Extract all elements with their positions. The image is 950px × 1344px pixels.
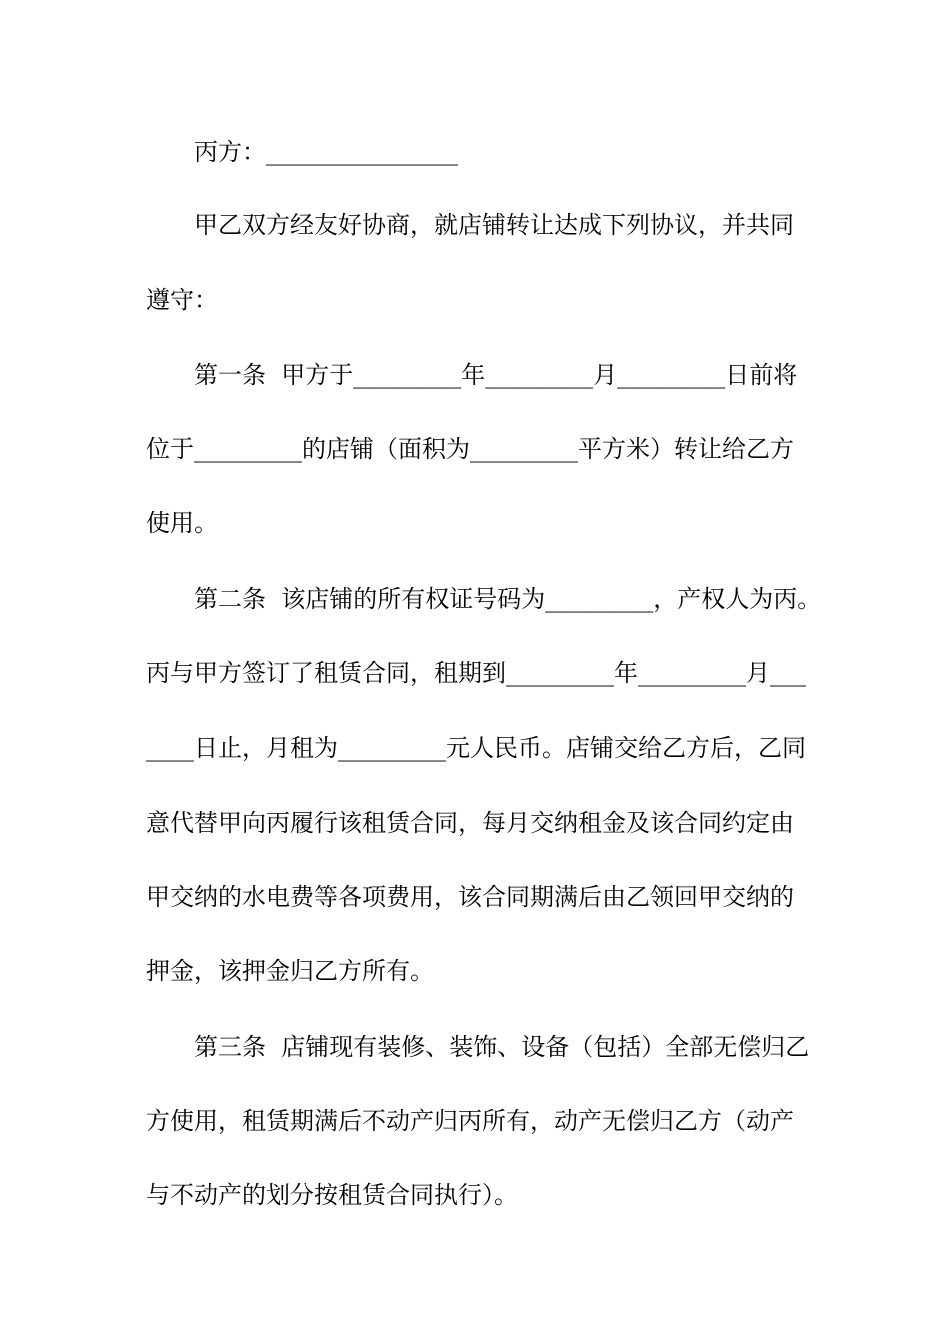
article-2-line-6: 押金，该押金归乙方所有。	[146, 957, 434, 985]
article-3-line-2: 方使用，租赁期满后不动产归丙所有，动产无偿归乙方（动产	[146, 1107, 794, 1135]
preamble-line-1: 甲乙双方经友好协商，就店铺转让达成下列协议，并共同	[194, 211, 794, 239]
article-1-line-3: 使用。	[146, 509, 218, 537]
article-1-line-1: 第一条 甲方于_________年_________月_________日前将	[194, 361, 798, 389]
article-2-line-3: ____日止，月租为_________元人民币。店铺交给乙方后，乙同	[146, 734, 806, 762]
article-2-line-2: 丙与甲方签订了租赁合同，租期到_________年_________月___	[146, 659, 806, 687]
article-3-line-1: 第三条 店铺现有装修、装饰、设备（包括）全部无偿归乙	[194, 1033, 810, 1061]
article-3-line-3: 与不动产的划分按租赁合同执行）。	[146, 1181, 518, 1209]
article-2-line-1: 第二条 该店铺的所有权证号码为_________，产权人为丙。	[194, 585, 822, 613]
preamble-line-2: 遵守：	[146, 286, 218, 314]
article-1-line-2: 位于_________的店铺（面积为_________平方米）转让给乙方	[146, 435, 794, 463]
party-c-line: 丙方：________________	[194, 138, 458, 166]
article-2-line-4: 意代替甲向丙履行该租赁合同，每月交纳租金及该合同约定由	[146, 809, 794, 837]
article-2-line-5: 甲交纳的水电费等各项费用，该合同期满后由乙领回甲交纳的	[146, 883, 794, 911]
